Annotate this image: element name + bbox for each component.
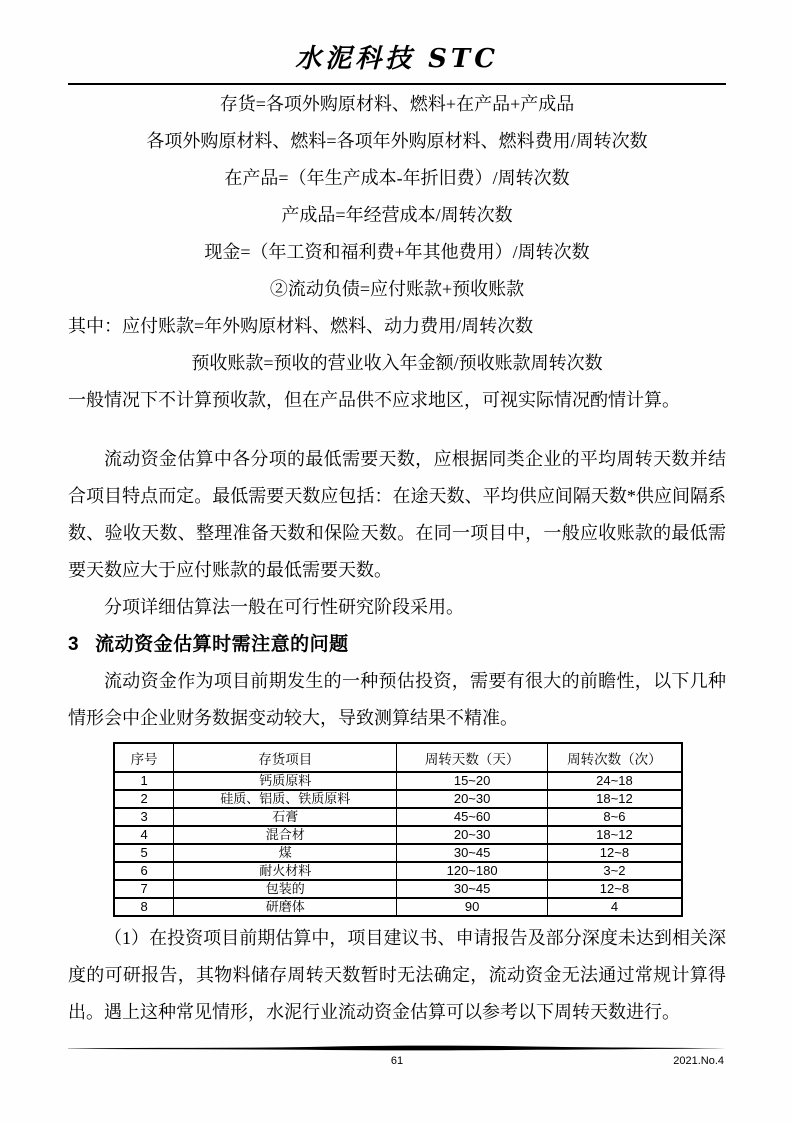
table-header-row	[114, 743, 682, 772]
page-footer	[68, 1044, 726, 1070]
table-cell: 1	[114, 772, 174, 790]
table-cell: 包装的	[174, 880, 397, 898]
table-cell: 3~2	[547, 862, 682, 880]
table-header-cell: 周转次数（次）	[547, 743, 682, 772]
table-header-cell: 周转天数（天）	[397, 743, 548, 772]
formula-line: 存货=各项外购原材料、燃料+在产品+产成品	[219, 94, 575, 114]
table-cell: 30~45	[397, 844, 548, 862]
formula-line: 产成品=年经营成本/周转次数	[281, 205, 513, 225]
footer-row	[68, 1054, 726, 1070]
journal-title: 水泥科技 STC	[295, 44, 499, 74]
table-cell: 4	[114, 826, 174, 844]
formula-line: ②流动负债=应付账款+预收账款	[269, 279, 525, 299]
table-cell: 30~45	[397, 880, 548, 898]
footer-divider-rule	[68, 1044, 726, 1053]
turnover-days-table	[113, 742, 683, 917]
section-title: 流动资金估算时需注意的问题	[95, 634, 349, 655]
header-rule	[68, 83, 726, 85]
table-cell: 5	[114, 844, 174, 862]
table-cell: 20~30	[397, 790, 548, 808]
table-cell: 90	[397, 898, 548, 916]
issue-number: 2021.No.4	[673, 1055, 724, 1067]
table-row	[114, 844, 682, 862]
table-row	[114, 772, 682, 790]
formula-line: 现金=（年工资和福利费+年其他费用）/周转次数	[204, 242, 590, 262]
table-cell: 混合材	[174, 826, 397, 844]
section-heading	[68, 626, 726, 663]
table-cell: 24~18	[547, 772, 682, 790]
table-cell: 4	[547, 898, 682, 916]
table-row	[114, 790, 682, 808]
paragraph-section-intro: 流动资金作为项目前期发生的一种预估投资，需要有很大的前瞻性，以下几种情形会中企业财务数据变动较大，导致测算结果不精准。	[68, 671, 726, 728]
table-body	[114, 772, 682, 916]
table-cell: 石膏	[174, 808, 397, 826]
formula-line: 一般情况下不计算预收款，但在产品供不应求地区，可视实际情况酌情计算。	[68, 390, 680, 410]
section-number: 3	[68, 634, 80, 655]
table-cell: 18~12	[547, 826, 682, 844]
table-cell: 研磨体	[174, 898, 397, 916]
table-cell: 18~12	[547, 790, 682, 808]
table-header-row	[114, 743, 682, 772]
table-row	[114, 862, 682, 880]
table-cell: 8~6	[547, 808, 682, 826]
paragraph-minimum-days: 流动资金估算中各分项的最低需要天数，应根据同类企业的平均周转天数并结合项目特点而定。最低需要天数应包括：在途天数、平均供应间隔天数*供应间隔系数、验收天数、整理准备天数和保险天数。在同一项目中，一般应收账款的最低需要天数应大于应付账款的最低需要天数。	[68, 449, 726, 580]
table-cell: 45~60	[397, 808, 548, 826]
page-content	[68, 0, 726, 1031]
table-cell: 7	[114, 880, 174, 898]
paragraph-detailed-method: 分项详细估算法一般在可行性研究阶段采用。	[104, 597, 464, 617]
table-row	[114, 808, 682, 826]
table-cell: 6	[114, 862, 174, 880]
table-header-cell: 序号	[114, 743, 174, 772]
table-cell: 硅质、铝质、铁质原料	[174, 790, 397, 808]
table-header-cell: 存货项目	[174, 743, 397, 772]
table-cell: 钙质原料	[174, 772, 397, 790]
page-number: 61	[390, 1055, 404, 1067]
formula-line: 预收账款=预收的营业收入年金额/预收账款周转次数	[191, 353, 603, 373]
table-cell: 12~8	[547, 844, 682, 862]
table-cell: 8	[114, 898, 174, 916]
formula-line: 各项外购原材料、燃料=各项年外购原材料、燃料费用/周转次数	[146, 131, 648, 151]
table-row	[114, 826, 682, 844]
table-cell: 2	[114, 790, 174, 808]
table-cell: 15~20	[397, 772, 548, 790]
table-cell: 20~30	[397, 826, 548, 844]
table-cell: 煤	[174, 844, 397, 862]
formula-line: 在产品=（年生产成本-年折旧费）/周转次数	[224, 168, 570, 188]
formula-line: 其中：应付账款=年外购原材料、燃料、动力费用/周转次数	[68, 316, 534, 336]
table-cell: 3	[114, 808, 174, 826]
paragraph-item-1: （1）在投资项目前期估算中，项目建议书、申请报告及部分深度未达到相关深度的可研报告，其物料储存周转天数暂时无法确定，流动资金无法通过常规计算得出。遇上这种常见情形，水泥行业流动资金估算可以参考以下周转天数进行。	[68, 928, 726, 1022]
formula-block	[68, 86, 726, 419]
table-row	[114, 880, 682, 898]
table-row	[114, 898, 682, 916]
blank-line	[68, 419, 726, 441]
table-cell: 12~8	[547, 880, 682, 898]
table-cell: 120~180	[397, 862, 548, 880]
table-cell: 耐火材料	[174, 862, 397, 880]
